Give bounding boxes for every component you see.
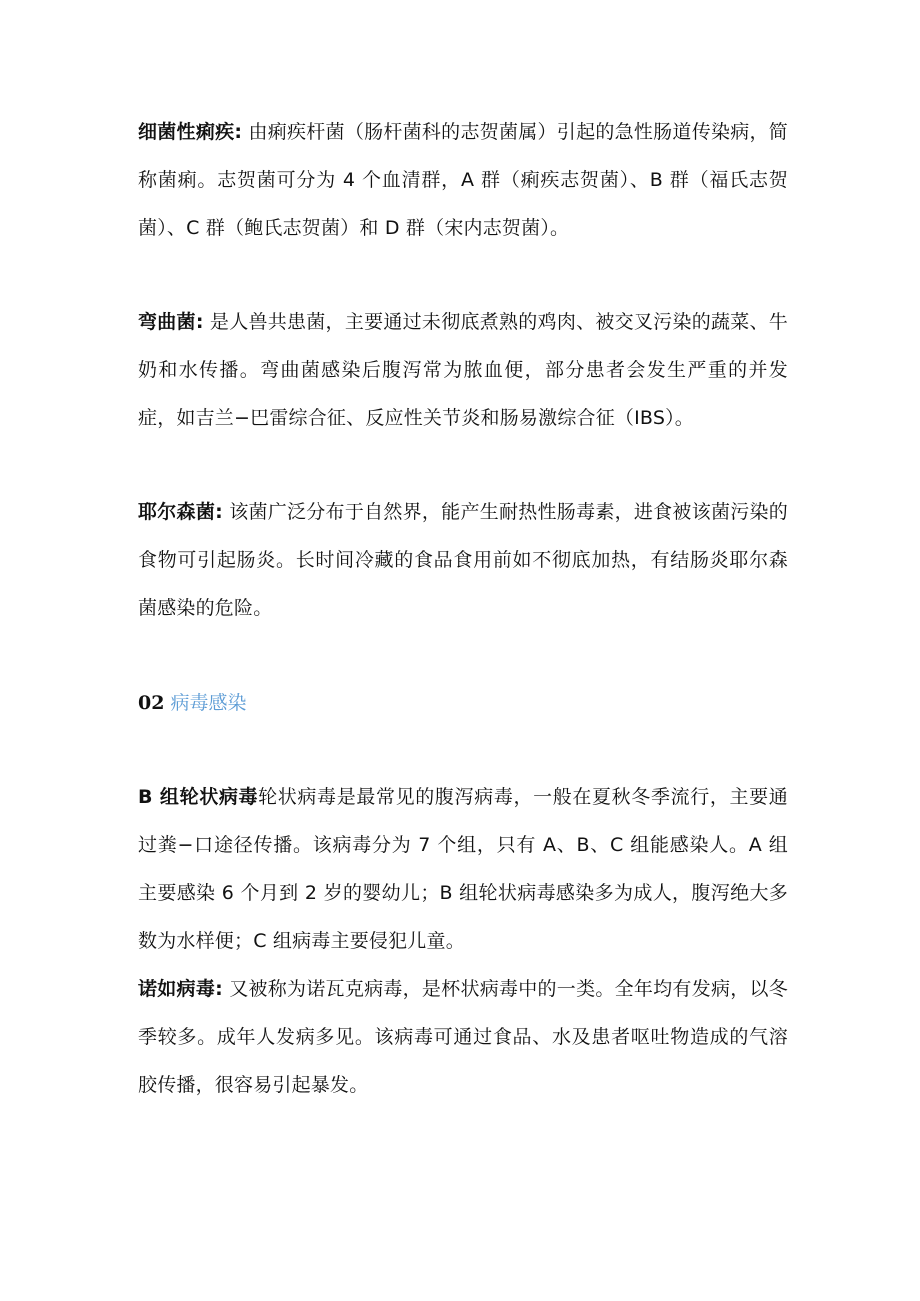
text-campylobacter: 是人兽共患菌，主要通过未彻底煮熟的鸡肉、被交叉污染的蔬菜、牛奶和水传播。弯曲菌感染后腹泻常为脓血便，部分患者会发生严重的并发症，如吉兰−巴雷综合征、反应性关节炎和肠易激综合征（IBS）。 bbox=[138, 311, 788, 429]
text-yersinia: 该菌广泛分布于自然界，能产生耐热性肠毒素，进食被该菌污染的食物可引起肠炎。长时间冷藏的食品食用前如不彻底加热，有结肠炎耶尔森菌感染的危险。 bbox=[138, 501, 788, 619]
paragraph-shigella bbox=[138, 108, 788, 252]
term-norovirus: 诺如病毒: bbox=[138, 978, 223, 1000]
text-norovirus: 又被称为诺瓦克病毒，是杯状病毒中的一类。全年均有发病，以冬季较多。成年人发病多见。该病毒可通过食品、水及患者呕吐物造成的气溶胶传播，很容易引起暴发。 bbox=[138, 978, 788, 1096]
term-shigella: 细菌性痢疾: bbox=[138, 121, 243, 143]
paragraph-rotavirus bbox=[138, 773, 788, 965]
term-campylobacter: 弯曲菌: bbox=[138, 311, 204, 333]
paragraph-campylobacter bbox=[138, 298, 788, 442]
paragraph-norovirus bbox=[138, 965, 788, 1109]
section-number: 02 bbox=[138, 692, 165, 714]
term-yersinia: 耶尔森菌: bbox=[138, 501, 223, 523]
section-title: 病毒感染 bbox=[170, 692, 247, 714]
text-rotavirus: 轮状病毒是最常见的腹泻病毒，一般在夏秋冬季流行，主要通过粪−口途径传播。该病毒分为 7 个组，只有 A、B、C 组能感染人。A 组主要感染 6 个月到 2 岁的婴幼儿；B 组轮状病毒感染多为成人，腹泻绝大多数为水样便；C 组病毒主要侵犯儿童。 bbox=[138, 786, 788, 952]
paragraph-yersinia bbox=[138, 488, 788, 632]
term-rotavirus: B 组轮状病毒 bbox=[138, 786, 259, 808]
text-shigella: 由痢疾杆菌（肠杆菌科的志贺菌属）引起的急性肠道传染病，简称菌痢。志贺菌可分为 4 个血清群，A 群（痢疾志贺菌）、B 群（福氏志贺菌）、C 群（鲍氏志贺菌）和 D 群（宋内志贺菌）。 bbox=[138, 121, 788, 239]
section-heading-viral bbox=[138, 679, 247, 727]
